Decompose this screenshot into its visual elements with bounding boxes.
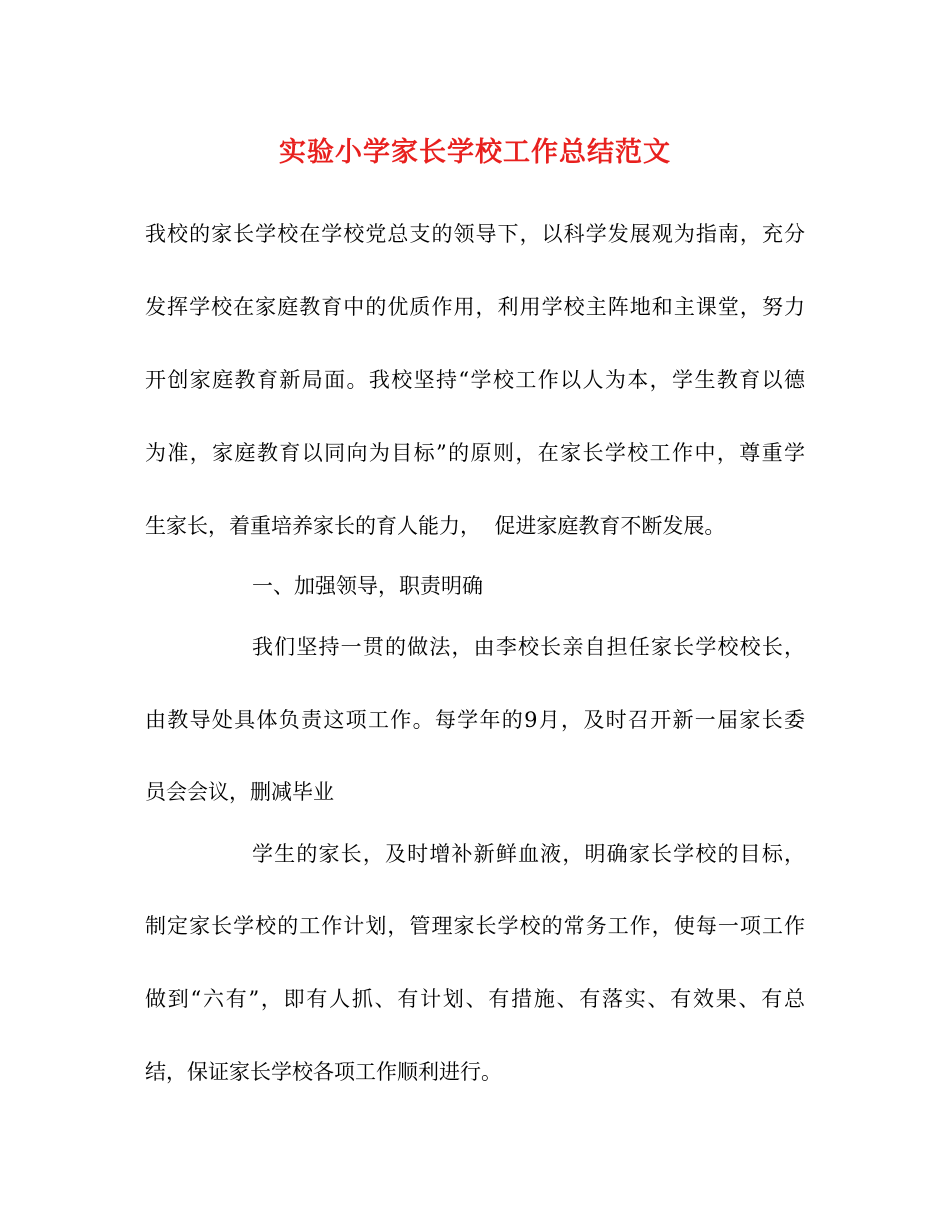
paragraph-3-line-2: 制定家长学校的工作计划，管理家长学校的常务工作，使每一项工作 xyxy=(145,914,805,938)
paragraph-1-line-2: 发挥学校在家庭教育中的优质作用，利用学校主阵地和主课堂，努力 xyxy=(145,295,805,319)
paragraph-3-line-1: 学生的家长，及时增补新鲜血液，明确家长学校的目标， xyxy=(252,842,805,866)
section-heading-1: 一、加强领导，职责明确 xyxy=(252,574,483,598)
paragraph-2-line-2: 由教导处具体负责这项工作。每学年的9月，及时召开新一届家长委 xyxy=(145,708,805,732)
paragraph-3-line-4: 结，保证家长学校各项工作顺利进行。 xyxy=(145,1060,502,1084)
paragraph-2-line-1: 我们坚持一贯的做法，由李校长亲自担任家长学校校长， xyxy=(252,635,805,659)
document-title: 实验小学家长学校工作总结范文 xyxy=(279,137,671,168)
paragraph-1-line-1: 我校的家长学校在学校党总支的领导下，以科学发展观为指南，充分 xyxy=(145,222,805,246)
paragraph-3-line-3: 做到“六有”，即有人抓、有计划、有措施、有落实、有效果、有总 xyxy=(145,987,805,1011)
paragraph-2-line-3: 员会会议，删减毕业 xyxy=(145,780,334,804)
paragraph-1-line-4: 为准，家庭教育以同向为目标”的原则，在家长学校工作中，尊重学 xyxy=(145,441,805,465)
paragraph-1-line-3: 开创家庭教育新局面。我校坚持“学校工作以人为本，学生教育以德 xyxy=(145,368,805,392)
paragraph-1-line-5: 生家长，着重培养家长的育人能力， 促进家庭教育不断发展。 xyxy=(145,514,726,538)
